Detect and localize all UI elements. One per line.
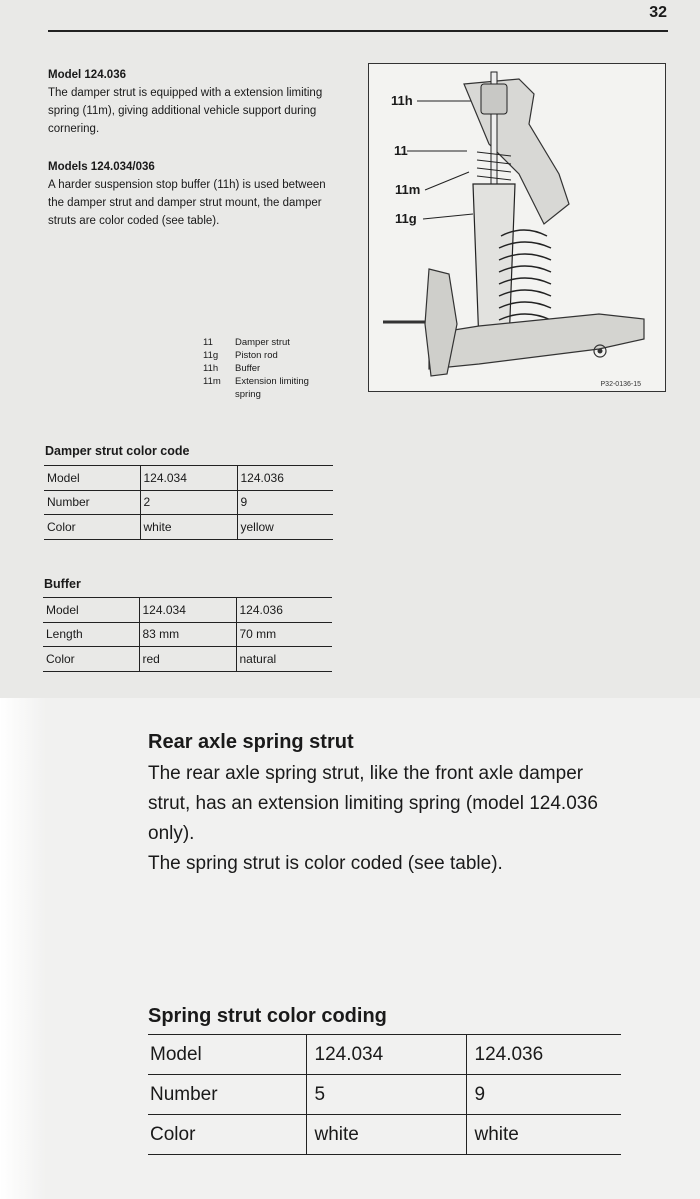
buffer-table bbox=[43, 597, 332, 672]
legend-item bbox=[203, 349, 320, 362]
legend-item bbox=[203, 375, 320, 401]
callout-11m: 11m bbox=[395, 182, 421, 197]
figure-reference: P32-0136-15 bbox=[600, 381, 641, 388]
figure-legend bbox=[203, 336, 320, 401]
table-cell: 124.034 bbox=[140, 466, 237, 491]
table-cell: Number bbox=[150, 1083, 218, 1105]
table-cell: natural bbox=[236, 647, 332, 672]
legend-item bbox=[203, 336, 320, 349]
callout-11: 11 bbox=[394, 143, 408, 158]
page-edge-shading bbox=[0, 698, 46, 1199]
spring-strut-table bbox=[148, 1034, 621, 1155]
damper-strut-figure bbox=[368, 63, 666, 392]
damper-strut-illustration bbox=[369, 64, 665, 391]
table-cell: 83 mm bbox=[139, 622, 236, 647]
models-034-036-block bbox=[48, 158, 338, 230]
table-cell: red bbox=[139, 647, 236, 672]
table-row bbox=[44, 490, 333, 515]
table-cell: Number bbox=[47, 495, 90, 510]
legend-code: 11g bbox=[203, 350, 219, 361]
table-cell: Length bbox=[46, 627, 83, 642]
models-034-036-heading: Models 124.034/036 bbox=[48, 161, 155, 173]
legend-label: Extension limiting spring bbox=[235, 376, 309, 400]
model-036-text: The damper strut is equipped with a extension limiting spring (11m), giving additional vehicle support during cornering. bbox=[48, 87, 323, 135]
table-cell: yellow bbox=[237, 515, 333, 540]
table-cell: white bbox=[466, 1115, 621, 1155]
spring-table-title: Spring strut color coding bbox=[148, 1005, 387, 1027]
table-row bbox=[148, 1035, 621, 1075]
table-row bbox=[44, 515, 333, 540]
legend-label: Piston rod bbox=[235, 350, 278, 361]
models-034-036-text: A harder suspension stop buffer (11h) is used between the damper strut and damper strut mount, the damper struts are color coded (see table). bbox=[48, 179, 326, 227]
table-cell: 9 bbox=[466, 1075, 621, 1115]
table-cell: 124.036 bbox=[466, 1035, 621, 1075]
damper-table-title: Damper strut color code bbox=[45, 444, 190, 458]
rear-axle-paragraph-1: The rear axle spring strut, like the front axle damper strut, has an extension limiting spring (model 124.036 only). bbox=[148, 763, 598, 844]
table-cell: 124.034 bbox=[139, 598, 236, 623]
table-row bbox=[44, 466, 333, 491]
table-cell: Color bbox=[46, 651, 75, 666]
legend-label: Buffer bbox=[235, 363, 261, 374]
legend-code: 11h bbox=[203, 363, 219, 374]
table-cell: 124.034 bbox=[306, 1035, 466, 1075]
table-cell: 70 mm bbox=[236, 622, 332, 647]
legend-label: Damper strut bbox=[235, 337, 290, 348]
table-cell: 5 bbox=[306, 1075, 466, 1115]
table-cell: Model bbox=[47, 470, 80, 485]
table-cell: 9 bbox=[237, 490, 333, 515]
page-number: 32 bbox=[649, 4, 667, 21]
table-cell: 2 bbox=[140, 490, 237, 515]
legend-code: 11 bbox=[203, 337, 213, 348]
legend-item bbox=[203, 362, 320, 375]
table-cell: white bbox=[140, 515, 237, 540]
table-cell: white bbox=[306, 1115, 466, 1155]
table-row bbox=[148, 1075, 621, 1115]
table-row bbox=[43, 598, 332, 623]
table-cell: 124.036 bbox=[236, 598, 332, 623]
table-cell: Model bbox=[150, 1043, 202, 1065]
header-rule bbox=[48, 30, 668, 32]
table-row bbox=[43, 647, 332, 672]
model-036-block bbox=[48, 66, 338, 138]
table-row bbox=[148, 1115, 621, 1155]
buffer-table-title: Buffer bbox=[44, 577, 81, 591]
table-cell: 124.036 bbox=[237, 466, 333, 491]
callout-11h: 11h bbox=[391, 93, 413, 108]
callout-11g: 11g bbox=[395, 211, 417, 226]
rear-axle-paragraph-2: The spring strut is color coded (see table). bbox=[148, 853, 503, 874]
table-cell: Color bbox=[150, 1123, 196, 1145]
rear-axle-section bbox=[148, 727, 628, 879]
table-row bbox=[43, 622, 332, 647]
rear-axle-heading: Rear axle spring strut bbox=[148, 731, 354, 753]
damper-color-table bbox=[44, 465, 333, 540]
table-cell: Model bbox=[46, 602, 79, 617]
table-cell: Color bbox=[47, 519, 76, 534]
legend-code: 11m bbox=[203, 376, 221, 387]
model-036-heading: Model 124.036 bbox=[48, 69, 126, 81]
